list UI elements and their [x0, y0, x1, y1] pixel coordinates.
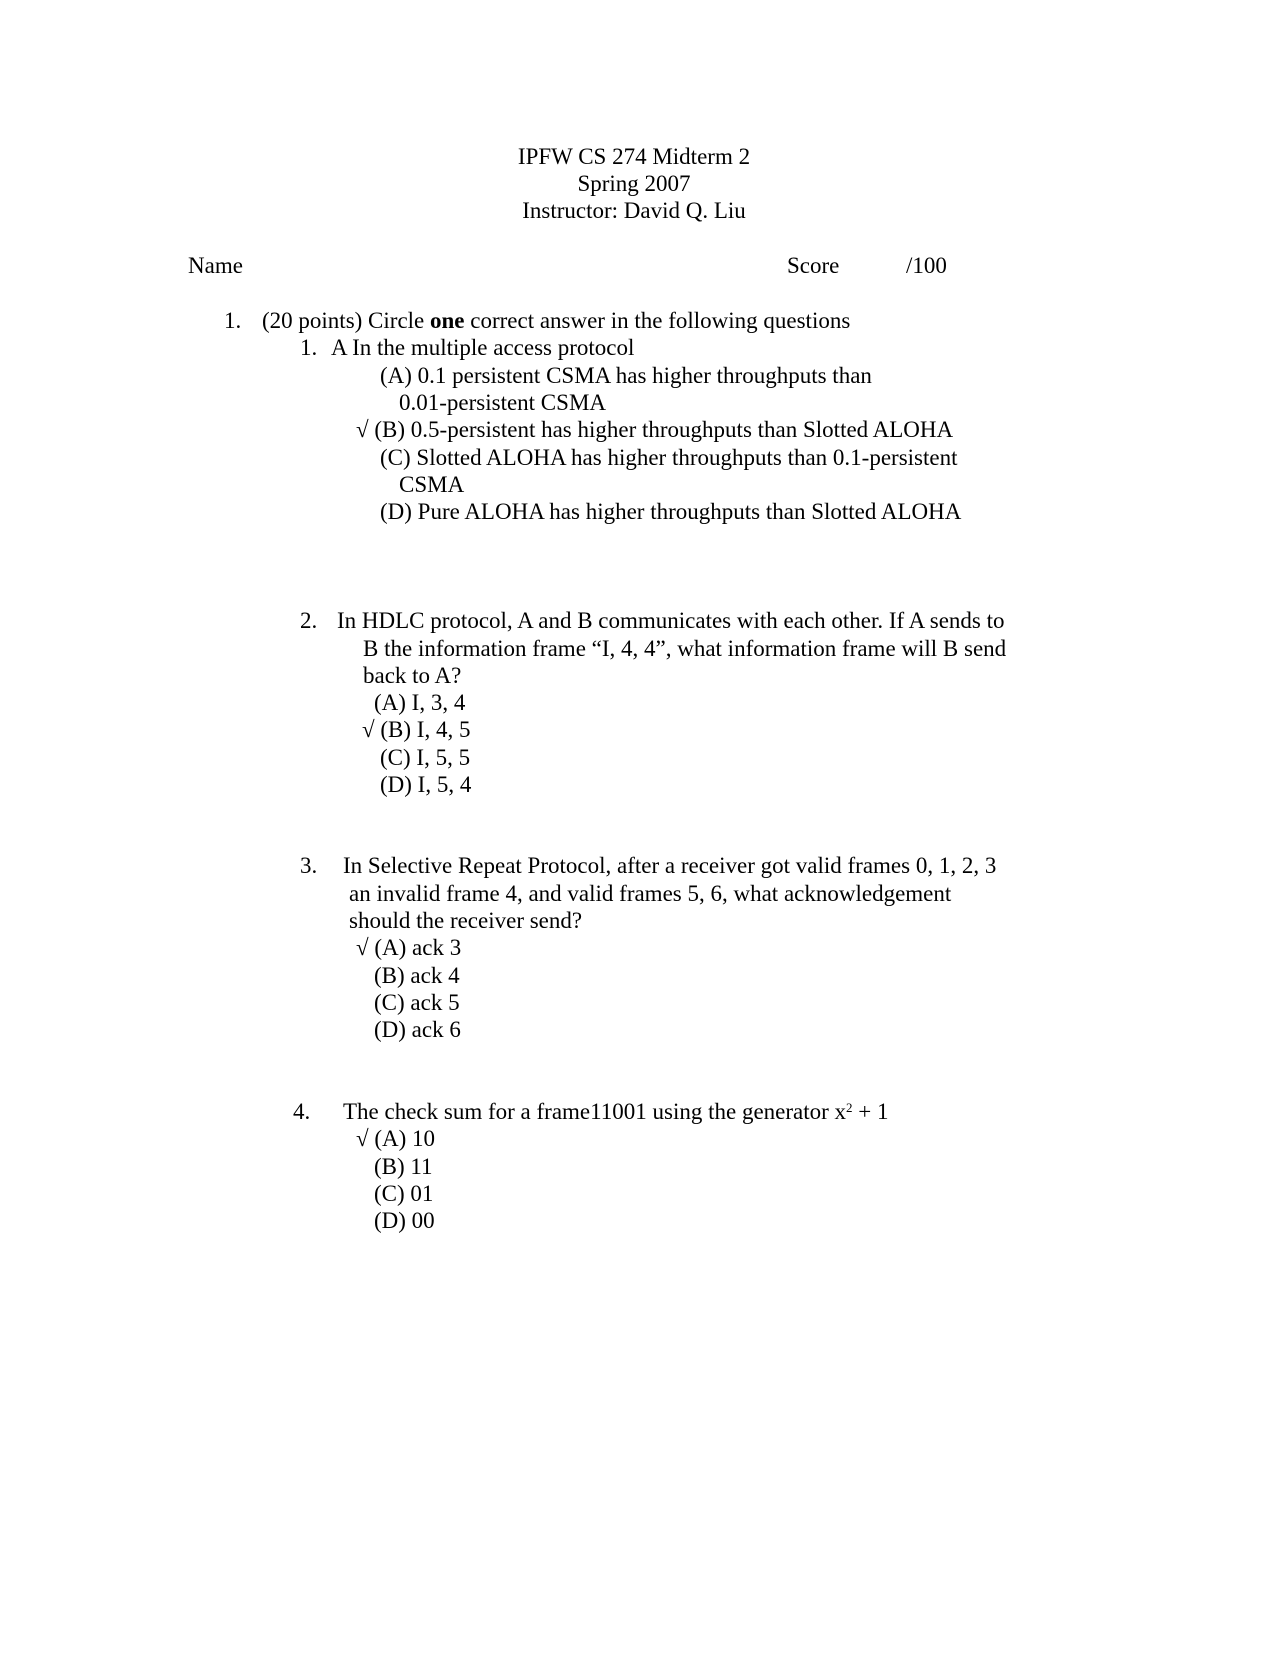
score-label: Score	[787, 253, 840, 278]
q3-option-c: (C) ack 5	[374, 990, 460, 1015]
instruction-prefix: (20 points) Circle	[262, 308, 430, 333]
q2-option-a: (A) I, 3, 4	[374, 690, 466, 715]
q1-option-b: √ (B) 0.5-persistent has higher throughputs than Slotted ALOHA	[356, 417, 954, 442]
exam-instructor: Instructor: David Q. Liu	[522, 198, 746, 223]
q3-line2: an invalid frame 4, and valid frames 5, 6, what acknowledgement	[349, 881, 952, 906]
q4-option-c: (C) 01	[374, 1181, 434, 1206]
q4-prompt	[343, 1098, 889, 1126]
q3-option-a: √ (A) ack 3	[356, 935, 462, 960]
q4-prompt-prefix: The check sum for a frame11001 using the generator x	[343, 1099, 847, 1124]
q3-number: 3.	[300, 853, 318, 878]
q3-line3: should the receiver send?	[349, 908, 583, 933]
q3-option-d: (D) ack 6	[374, 1017, 461, 1042]
q1-option-d: (D) Pure ALOHA has higher throughputs than Slotted ALOHA	[380, 499, 962, 524]
q4-number: 4.	[293, 1099, 311, 1124]
q1-option-a-line1: (A) 0.1 persistent CSMA has higher throughputs than	[380, 363, 872, 388]
q4-prompt-exponent: 2	[846, 1100, 853, 1115]
q3-line1: In Selective Repeat Protocol, after a receiver got valid frames 0, 1, 2, 3	[343, 853, 997, 878]
exam-title: IPFW CS 274 Midterm 2	[517, 144, 751, 169]
q4-option-d: (D) 00	[374, 1208, 435, 1233]
q3-option-b: (B) ack 4	[374, 963, 460, 988]
instruction-bold: one	[430, 308, 465, 333]
q2-number: 2.	[300, 608, 318, 633]
q2-option-d: (D) I, 5, 4	[380, 772, 472, 797]
section-instruction	[262, 307, 850, 335]
q2-option-c: (C) I, 5, 5	[380, 745, 471, 770]
q1-number: 1.	[300, 335, 318, 360]
q4-option-b: (B) 11	[374, 1154, 433, 1179]
q1-option-c-line1: (C) Slotted ALOHA has higher throughputs than 0.1-persistent	[380, 445, 958, 470]
name-label: Name	[188, 253, 243, 278]
q4-option-a: √ (A) 10	[356, 1126, 436, 1151]
q2-line1: In HDLC protocol, A and B communicates with each other. If A sends to	[337, 608, 1005, 633]
score-total: /100	[906, 253, 947, 278]
q2-line3: back to A?	[363, 663, 462, 688]
q1-option-c-line2: CSMA	[399, 472, 465, 497]
section-number: 1.	[224, 308, 242, 333]
q1-option-a-line2: 0.01-persistent CSMA	[399, 390, 606, 415]
instruction-suffix: correct answer in the following questions	[464, 308, 851, 333]
q4-prompt-suffix: + 1	[852, 1099, 889, 1124]
q2-line2: B the information frame “I, 4, 4”, what information frame will B send	[363, 636, 1007, 661]
exam-term: Spring 2007	[577, 171, 691, 196]
q1-prompt: A In the multiple access protocol	[331, 335, 635, 360]
q2-option-b: √ (B) I, 4, 5	[362, 717, 471, 742]
